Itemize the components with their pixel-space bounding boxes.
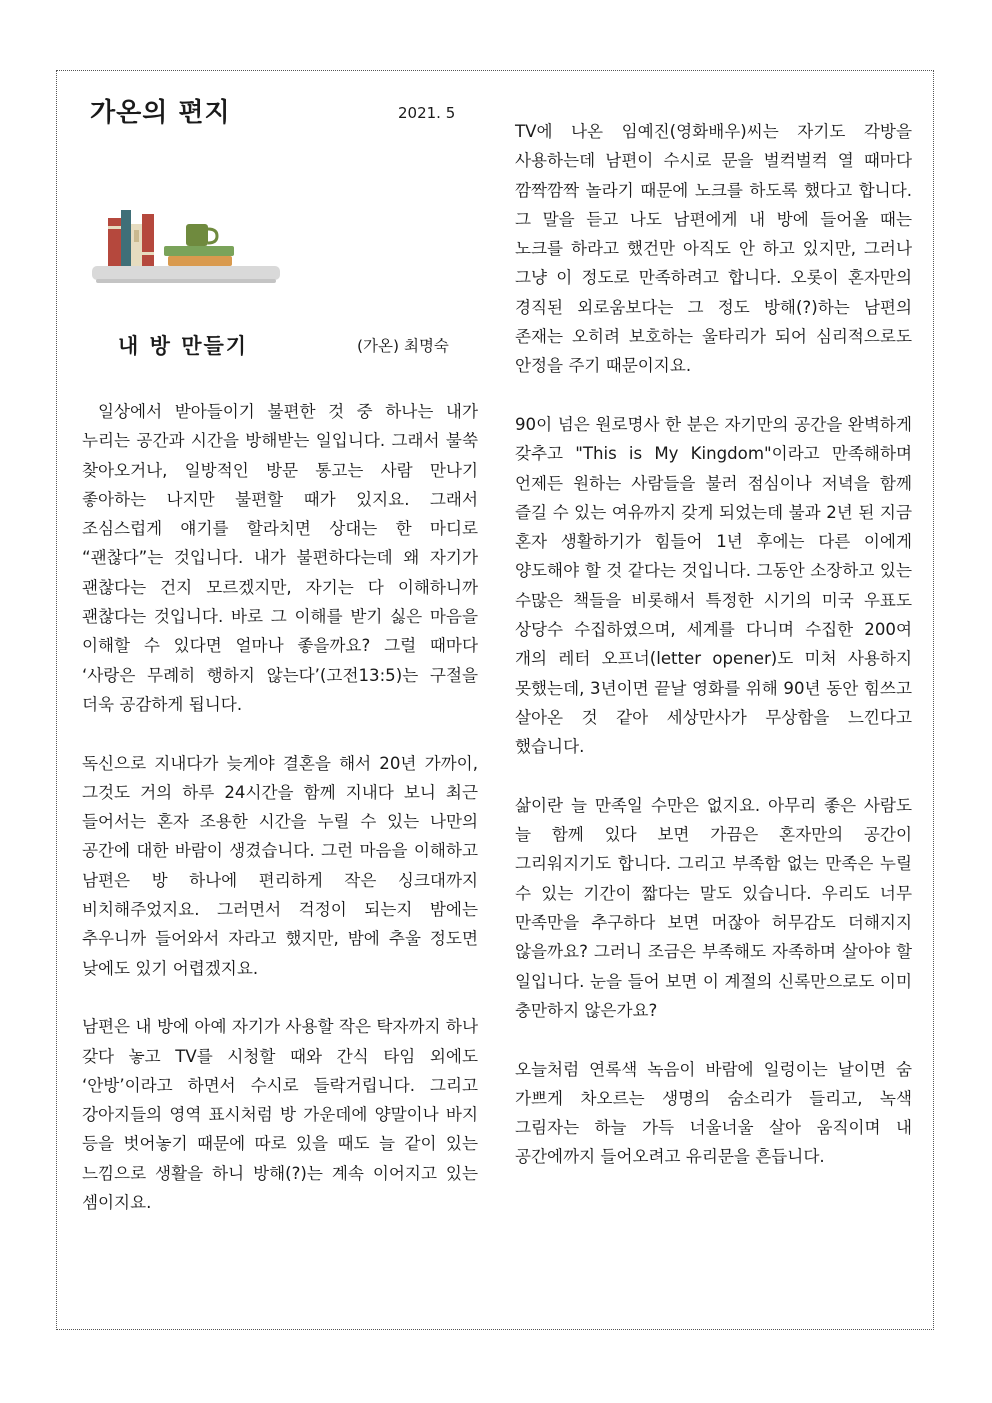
paragraph: 남편은 내 방에 아예 자기가 사용할 작은 탁자까지 하나 갖다 놓고 TV를 시청할 때와 간식 타임 외에도 ‘안방’이라고 하면서 수시로 들락거립니다. 그리고 강아지들의 영역 표시처럼 방 가운데에 양말이나 바지 등을 벗어놓기 때문에 따로 있을 때도 늘 같이 있는 느낌으로 생활을 하니 방해(?)는 계속 이어지고 있는 셈이지요. [82,1017,478,1213]
paragraph: 일상에서 받아들이기 불편한 것 중 하나는 내가 누리는 공간과 시간을 방해받는 일입니다. 그래서 불쑥 찾아오거나, 일방적인 방문 통고는 사람 만나기 좋아하는 나지만 불편할 때가 있지요. 그래서 조심스럽게 얘기를 할라치면 상대는 한 마디로 “괜찮다”는 것입니다. 내가 불편하다는데 왜 자기가 괜찮다는 건지 모르겠지만, 자기는 다 이해하니까 괜찮다는 것입니다. 바로 그 이해를 받기 싫은 마음을 이해할 수 있다면 얼마나 좋을까요? 그럴 때마다 ‘사랑은 무례히 행하지 않는다’(고전13:5)는 구절을 더욱 공감하게 됩니다. [82,402,478,714]
newsletter-title: 가온의 편지 [90,98,231,128]
article-author: (가온) 최명숙 [357,337,449,355]
issue-date: 2021. 5 [398,104,456,122]
left-column [82,397,478,1247]
paragraph: TV에 나온 임예진(영화배우)씨는 자기도 각방을 사용하는데 남편이 수시로 문을 벌컥벌컥 열 때마다 깜짝깜짝 놀라기 때문에 노크를 하도록 했다고 합니다. 그 말을 듣고 나도 남편에게 내 방에 들어올 때는 노크를 하라고 했건만 아직도 안 하고 있지만, 그러나 그냥 이 정도로 만족하려고 합니다. 오롯이 혼자만의 경직된 외로움보다는 그 정도 방해(?)하는 남편의 존재는 오히려 보호하는 울타리가 되어 심리적으로도 안정을 주기 때문이지요. [515,122,912,376]
article-title: 내 방 만들기 [118,334,249,358]
paragraph: 오늘처럼 연록색 녹음이 바람에 일렁이는 날이면 숨 가쁘게 차오르는 생명의 숨소리가 들리고, 녹색 그림자는 하늘 가득 너울너울 살아 움직이며 내 공간에까지 들어오려고 유리문을 흔듭니다. [515,1059,912,1167]
paragraph: 90이 넘은 원로명사 한 분은 자기만의 공간을 완벽하게 갖추고 "This is My Kingdom"이라고 만족해하며 언제든 원하는 사람들을 불러 점심이나 저녁을 함께 즐길 수 있는 여유까지 갖게 되었는데 불과 2년 된 지금 혼자 생활하기가 힘들어 1년 후에는 다른 이에게 양도해야 할 것 같다는 것입니다. 그동안 소장하고 있는 수많은 책들을 비롯해서 특정한 시기의 미국 우표도 상당수 수집하였으며, 세계를 다니며 수집한 200여 개의 레터 오프너(letter opener)도 미처 사용하지 못했는데, 3년이면 끝날 영화를 위해 90년 동안 힘쓰고 살아온 것 같아 세상만사가 무상함을 느낀다고 했습니다. [515,414,912,757]
right-column [515,117,912,1201]
bookshelf-with-mug-icon [88,206,284,292]
paragraph: 삶이란 늘 만족일 수만은 없지요. 아무리 좋은 사람도 늘 함께 있다 보면 가끔은 혼자만의 공간이 그리워지기도 합니다. 그리고 부족함 없는 만족은 누릴 수 있는 기간이 짧다는 말도 있습니다. 우리도 너무 만족만을 추구하다 보면 머잖아 허무감도 더해지지 않을까요? 그러니 조금은 부족해도 자족하며 살아야 할 일입니다. 눈을 들어 보면 이 계절의 신록만으로도 이미 충만하지 않은가요? [515,795,912,1020]
paragraph: 독신으로 지내다가 늦게야 결혼을 해서 20년 가까이, 그것도 거의 하루 24시간을 함께 지내다 보니 최근 들어서는 혼자 조용한 시간을 누릴 수 있는 나만의 공간에 대한 바람이 생겼습니다. 그런 마음을 이해하고 남편은 방 하나에 편리하게 작은 싱크대까지 비치해주었지요. 그러면서 걱정이 되는지 밤에는 추우니까 들어와서 자라고 했지만, 밤에 추울 정도면 낮에도 있기 어렵겠지요. [82,753,478,978]
